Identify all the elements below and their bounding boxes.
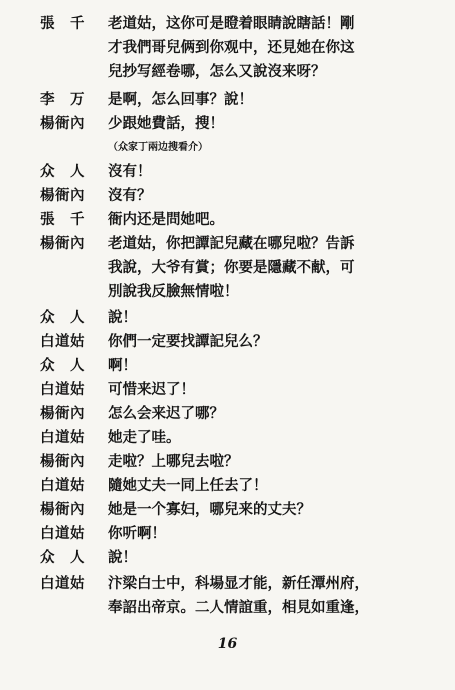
dialogue-line	[0, 208, 455, 232]
dialogue-line	[0, 184, 455, 208]
speaker-name: 楊衙內	[40, 235, 85, 252]
speaker-name: 白道姑	[40, 381, 85, 398]
dialogue-line	[0, 572, 455, 596]
dialogue-text: 衙内还是問她吧。	[108, 211, 224, 228]
dialogue-line	[0, 60, 455, 84]
dialogue-text: 老道姑，这你可是瞪着眼睛說瞎話！剛	[108, 15, 355, 32]
dialogue-line	[0, 112, 455, 136]
dialogue-line	[0, 280, 455, 304]
speaker-name: 楊衙內	[40, 115, 85, 132]
speaker-name: 楊衙內	[40, 453, 85, 470]
dialogue-line	[0, 596, 455, 620]
speaker-name: 楊衙內	[40, 405, 85, 422]
dialogue-line	[0, 426, 455, 450]
dialogue-line	[0, 36, 455, 60]
speaker-name: 众 人	[40, 309, 85, 326]
dialogue-text: 她是一个寡妇，哪兒来的丈夫？	[108, 501, 311, 518]
dialogue-text: 走啦？上哪兒去啦？	[108, 453, 239, 470]
dialogue-text: 說！	[108, 549, 137, 566]
speaker-name: 众 人	[40, 163, 85, 180]
speaker-name: 白道姑	[40, 333, 85, 350]
dialogue-line	[0, 450, 455, 474]
dialogue-text: 她走了哇。	[108, 429, 181, 446]
dialogue-line	[0, 522, 455, 546]
stage-direction: （众家丁兩边搜看介）	[108, 142, 208, 153]
dialogue-text: 是啊，怎么回事？說！	[108, 91, 253, 108]
dialogue-text: 沒有？	[108, 187, 152, 204]
dialogue-text: 少跟她費話，搜！	[108, 115, 224, 132]
dialogue-line	[0, 160, 455, 184]
dialogue-text: 老道姑，你把譚記兒藏在哪兒啦？告訴	[108, 235, 355, 252]
dialogue-text: 汴梁白士中，科場显才能，新任潭州府，	[108, 575, 369, 592]
dialogue-text: 你們一定要找譚記兒么？	[108, 333, 268, 350]
speaker-name: 白道姑	[40, 477, 85, 494]
speaker-name: 白道姑	[40, 575, 85, 592]
dialogue-line	[0, 378, 455, 402]
dialogue-line	[0, 402, 455, 426]
speaker-name: 白道姑	[40, 525, 85, 542]
stage-direction-line	[0, 138, 455, 162]
dialogue-text: 我說，大爷有賞；你要是隱藏不献，可	[108, 259, 355, 276]
dialogue-text: 可惜来迟了！	[108, 381, 195, 398]
dialogue-text: 隨她丈夫一同上任去了！	[108, 477, 268, 494]
dialogue-line	[0, 330, 455, 354]
dialogue-line	[0, 256, 455, 280]
speaker-name: 众 人	[40, 549, 85, 566]
speaker-name: 張 千	[40, 211, 85, 228]
dialogue-text: 說！	[108, 309, 137, 326]
dialogue-line	[0, 498, 455, 522]
dialogue-text: 沒有！	[108, 163, 152, 180]
speaker-name: 众 人	[40, 357, 85, 374]
dialogue-line	[0, 546, 455, 570]
dialogue-line	[0, 354, 455, 378]
dialogue-line	[0, 474, 455, 498]
speaker-name: 張 千	[40, 15, 85, 32]
speaker-name: 楊衙內	[40, 187, 85, 204]
page-number: 16	[217, 636, 238, 652]
speaker-name: 楊衙內	[40, 501, 85, 518]
dialogue-text: 啊！	[108, 357, 137, 374]
dialogue-text: 你听啊！	[108, 525, 166, 542]
dialogue-line	[0, 88, 455, 112]
dialogue-text: 才我們哥兒俩到你观中，还見她在你这	[108, 39, 355, 56]
speaker-name: 李 万	[40, 91, 85, 108]
dialogue-text: 奉詔出帝京。二人情誼重，相見如重逢，	[108, 599, 369, 616]
speaker-name: 白道姑	[40, 429, 85, 446]
dialogue-text: 別說我反臉無情啦！	[108, 283, 239, 300]
dialogue-text: 怎么会来迟了哪？	[108, 405, 224, 422]
dialogue-text: 兒抄写經卷哪，怎么又說沒来呀？	[108, 63, 326, 80]
dialogue-line	[0, 306, 455, 330]
dialogue-line	[0, 12, 455, 36]
dialogue-line	[0, 232, 455, 256]
